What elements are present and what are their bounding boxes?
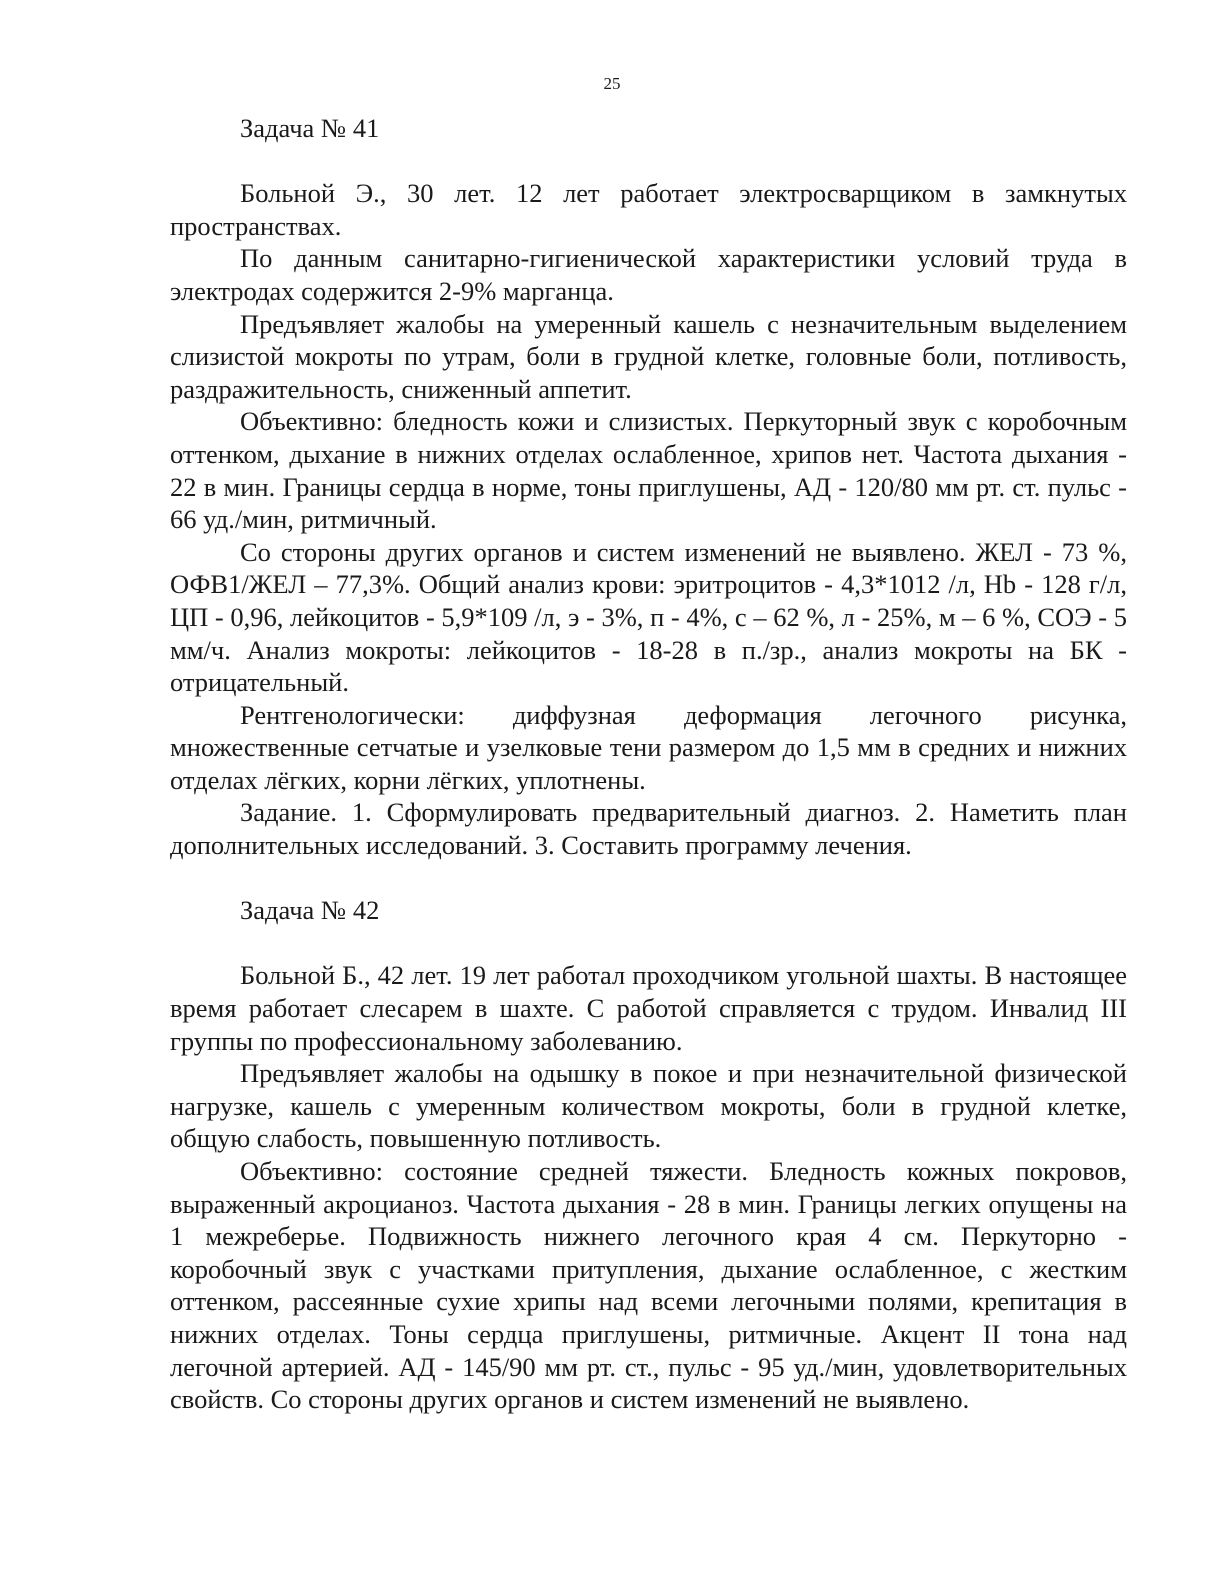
task-paragraph: Объективно: бледность кожи и слизистых. Перкуторный звук с коробочным оттенком, дыхание в нижних отделах ослабленное, хрипов нет. Частота дыхания - 22 в мин. Границы сердца в норме, тоны приглушены, АД - 120/80 мм рт. ст. пульс - 66 уд./мин, ритмичный. bbox=[170, 406, 1127, 535]
task-42 bbox=[170, 894, 1127, 1416]
task-paragraph: По данным санитарно-гигиенической характеристики условий труда в электродах содержится 2-9% марганца. bbox=[170, 243, 1127, 306]
task-title: Задача № 42 bbox=[240, 895, 380, 926]
task-paragraph: Предъявляет жалобы на одышку в покое и при незначительной физической нагрузке, кашель с умеренным количеством мокроты, боли в грудной клетке, общую слабость, повышенную потливость. bbox=[170, 1058, 1127, 1154]
task-paragraph: Больной Э., 30 лет. 12 лет работает электросварщиком в замкнутых пространствах. bbox=[170, 178, 1127, 241]
task-paragraph: Предъявляет жалобы на умеренный кашель с незначительным выделением слизистой мокроты по утрам, боли в грудной клетке, головные боли, потливость, раздражительность, сниженный аппетит. bbox=[170, 308, 1127, 404]
task-assignment: Задание. 1. Сформулировать предварительный диагноз. 2. Наметить план дополнительных исследований. 3. Составить программу лечения. bbox=[170, 797, 1127, 861]
task-paragraph: Со стороны других органов и систем изменений не выявлено. ЖЕЛ - 73 %, ОФВ1/ЖЕЛ – 77,3%. Общий анализ крови: эритроцитов - 4,3*1012 /л, Hb - 128 г/л, ЦП - 0,96, лейкоцитов - 5,9*109 /л, э - 3%, п - 4%, с – 62 %, л - 25%, м – 6 %, СОЭ - 5 мм/ч. Анализ мокроты: лейкоцитов - 18-28 в п./зр., анализ мокроты на БК - отрицательный. bbox=[170, 536, 1127, 698]
page-number: 25 bbox=[603, 74, 621, 93]
task-paragraph: Объективно: состояние средней тяжести. Бледность кожных покровов, выраженный акроцианоз. Частота дыхания - 28 в мин. Границы легких опущены на 1 межреберье. Подвижность нижнего легочного края 4 см. Перкуторно - коробочный звук с участками притупления, дыхание ослабленное, с жестким оттенком, рассеянные сухие хрипы над всеми легочными полями, крепитация в нижних отделах. Тоны сердца приглушены, ритмичные. Акцент II тона над легочной артерией. АД - 145/90 мм рт. ст., пульс - 95 уд./мин, удовлетворительных свойств. Со стороны других органов и систем изменений не выявлено. bbox=[170, 1156, 1127, 1415]
task-paragraph: Больной Б., 42 лет. 19 лет работал проходчиком угольной шахты. В настоящее время работает слесарем в шахте. С работой справляется с трудом. Инвалид III группы по профессиональному заболеванию. bbox=[170, 960, 1127, 1056]
document-body bbox=[170, 112, 1127, 1416]
task-paragraph: Рентгенологически: диффузная деформация легочного рисунка, множественные сетчатые и узелковые тени размером до 1,5 мм в средних и нижних отделах лёгких, корни лёгких, уплотнены. bbox=[170, 699, 1127, 795]
task-title: Задача № 41 bbox=[240, 113, 380, 143]
task-41 bbox=[170, 112, 1127, 862]
